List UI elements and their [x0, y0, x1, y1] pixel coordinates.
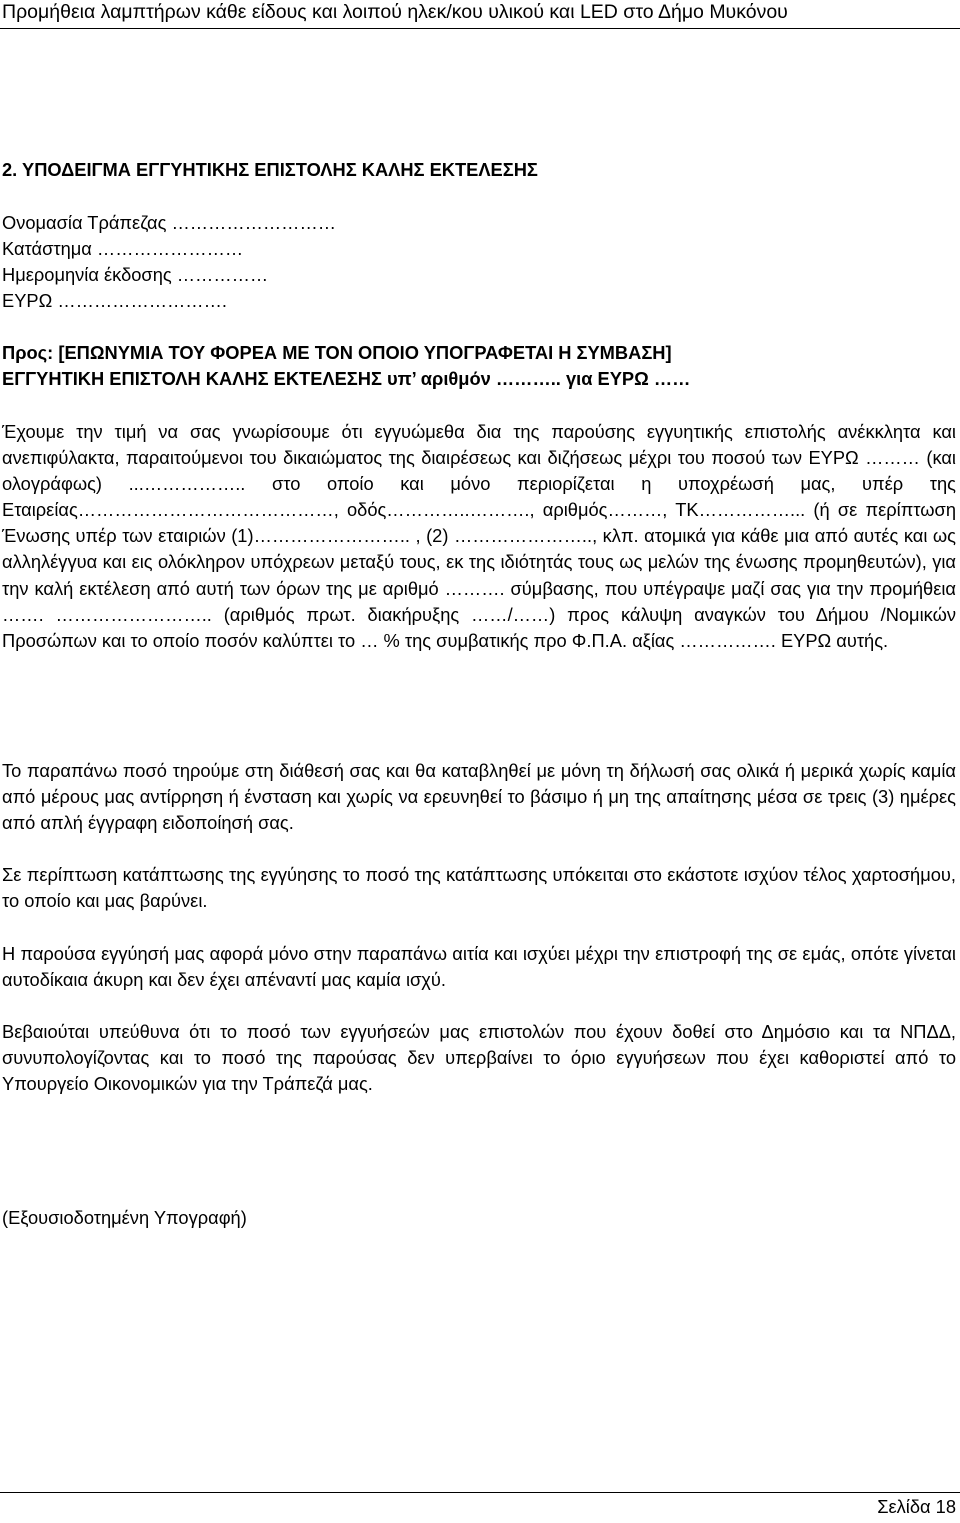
stamp-duty-paragraph: Σε περίπτωση κατάπτωσης της εγγύησης το ποσό της κατάπτωσης υπόκειται στο εκάστοτε ισχύον τέλος χαρτοσήμου, το οποίο και μας βαρύνει.	[2, 864, 956, 911]
branch-field: Κατάστημα ……………………	[2, 238, 244, 259]
subject-line: ΕΓΓΥΗΤΙΚΗ ΕΠΙΣΤΟΛΗ ΚΑΛΗΣ ΕΚΤΕΛΕΣΗΣ υπ’ αριθμόν ……….. για ΕΥΡΩ ……	[2, 368, 691, 389]
bank-fields	[2, 210, 336, 314]
validity-paragraph: Η παρούσα εγγύησή μας αφορά μόνο στην παραπάνω αιτία και ισχύει μέχρι την επιστροφή της σε εμάς, οπότε γίνεται αυτοδίκαια άκυρη και δεν έχει απέναντί μας καμία ισχύ.	[2, 943, 956, 990]
amount-field: ΕΥΡΩ ……………………….	[2, 290, 227, 311]
document-header-title: Προμήθεια λαμπτήρων κάθε είδους και λοιπού ηλεκ/κου υλικού και LED στο Δήμο Μυκόνου	[2, 1, 788, 23]
page-number: Σελίδα 18	[877, 1496, 956, 1517]
header-divider	[0, 28, 960, 29]
bank-name-field: Ονομασία Τράπεζας ………………………	[2, 212, 337, 233]
guarantee-paragraph: Έχουμε την τιμή να σας γνωρίσουμε ότι εγγυώμεθα δια της παρούσης εγγυητικής επιστολής ανέκκλητα και ανεπιφύλακτα, παραιτούμενοι του δικαιώματος της διαιρέσεως και διζήσεως μέχρι του ποσού των ΕΥΡΩ ……… (και ολογράφως) ...…………….. στο οποίο και μόνο περιορίζεται η υποχρέωσή μας, υπέρ της Εταιρείας……………………………………, οδός…………..………., αριθμός………, ΤΚ……………... (ή σε περίπτωση Ένωσης υπέρ των εταιριών (1)…………………….. , (2) ………………….., κλπ. ατομικά για κάθε μια από αυτές και ως αλληλέγγυα και εις ολόκληρον υπόχρεων μεταξύ τους, εκ της ιδιότητάς τους ως μελών της ένωσης προμηθευτών), για την καλή εκτέλεση από αυτή των όρων της με αριθμό ………. σύμβασης, που υπέγραψε μαζί σας για την προμήθεια ……. …………………….. (αριθμός πρωτ. διακήρυξης ……/……) προς κάλυψη αναγκών του Δήμου /Νομικών Προσώπων και το οποίο ποσόν καλύπτει το … % της συμβατικής προ Φ.Π.Α. αξίας ……………. ΕΥΡΩ αυτής.	[2, 421, 956, 651]
issue-date-field: Ημερομηνία έκδοσης ……………	[2, 264, 269, 285]
payment-paragraph: Το παραπάνω ποσό τηρούμε στη διάθεσή σας και θα καταβληθεί με μόνη τη δήλωσή σας ολικά ή μερικά χωρίς καμία από μέρους μας αντίρρηση ή ένσταση και χωρίς να ερευνηθεί το βάσιμο ή μη της απαίτησης μέσα σε τρεις (3) ημέρες από απλή έγγραφη ειδοποίησή σας.	[2, 760, 956, 833]
recipient-line: Προς: [ΕΠΩΝΥΜΙΑ ΤΟΥ ΦΟΡΕΑ ΜΕ ΤΟΝ ΟΠΟΙΟ ΥΠΟΓΡΑΦΕΤΑΙ Η ΣΥΜΒΑΣΗ]	[2, 342, 672, 363]
section-title: 2. ΥΠΟΔΕΙΓΜΑ ΕΓΓΥΗΤΙΚΗΣ ΕΠΙΣΤΟΛΗΣ ΚΑΛΗΣ ΕΚΤΕΛΕΣΗΣ	[2, 159, 538, 180]
declaration-paragraph: Βεβαιούται υπεύθυνα ότι το ποσό των εγγυήσεών μας επιστολών που έχουν δοθεί στο Δημόσιο και τα ΝΠΔΔ, συνυπολογίζοντας και το ποσό της παρούσας δεν υπερβαίνει το όριο εγγυήσεων που έχει καθοριστεί από το Υπουργείο Οικονομικών για την Τράπεζά μας.	[2, 1021, 956, 1094]
address-block	[2, 340, 690, 392]
footer-divider	[0, 1492, 960, 1493]
signature-label: (Εξουσιοδοτημένη Υπογραφή)	[2, 1207, 247, 1228]
